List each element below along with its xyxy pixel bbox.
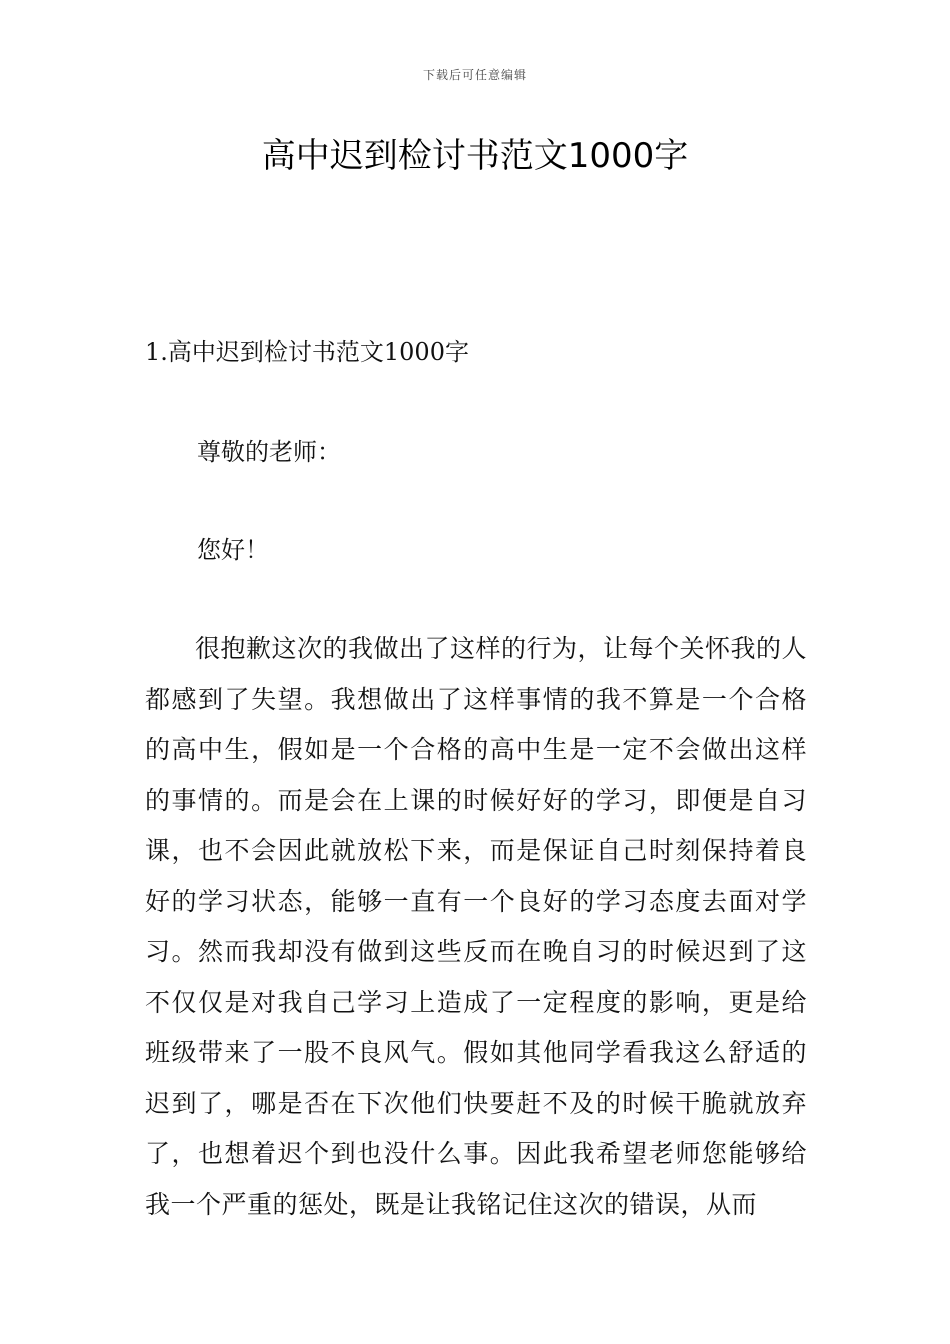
document-title: 高中迟到检讨书范文1000字	[261, 136, 689, 176]
salutation: 尊敬的老师：	[197, 438, 341, 466]
body-paragraph: 很抱歉这次的我做出了这样的行为，让每个关怀我的人都感到了失望。我想做出了这样事情的我不算是一个合格的高中生，假如是一个合格的高中生是一定不会做出这样的事情的。而是会在上课的时候好好的学习，即便是自习课，也不会因此就放松下来，而是保证自己时刻保持着良好的学习状态，能够一直有一个良好的学习态度去面对学习。然而我却没有做到这些反而在晚自习的时候迟到了这不仅仅是对我自己学习上造成了一定程度的影响，更是给班级带来了一股不良风气。假如其他同学看我这么舒适的迟到了，哪是否在下次他们快要赶不及的时候干脆就放弃了，也想着迟个到也没什么事。因此我希望老师您能够给我一个严重的惩处，既是让我铭记住这次的错误，从而	[145, 634, 808, 1219]
section-heading: 1.高中迟到检讨书范文1000字	[145, 338, 469, 366]
greeting: 您好！	[197, 536, 269, 564]
header-note: 下载后可任意编辑	[422, 68, 527, 82]
